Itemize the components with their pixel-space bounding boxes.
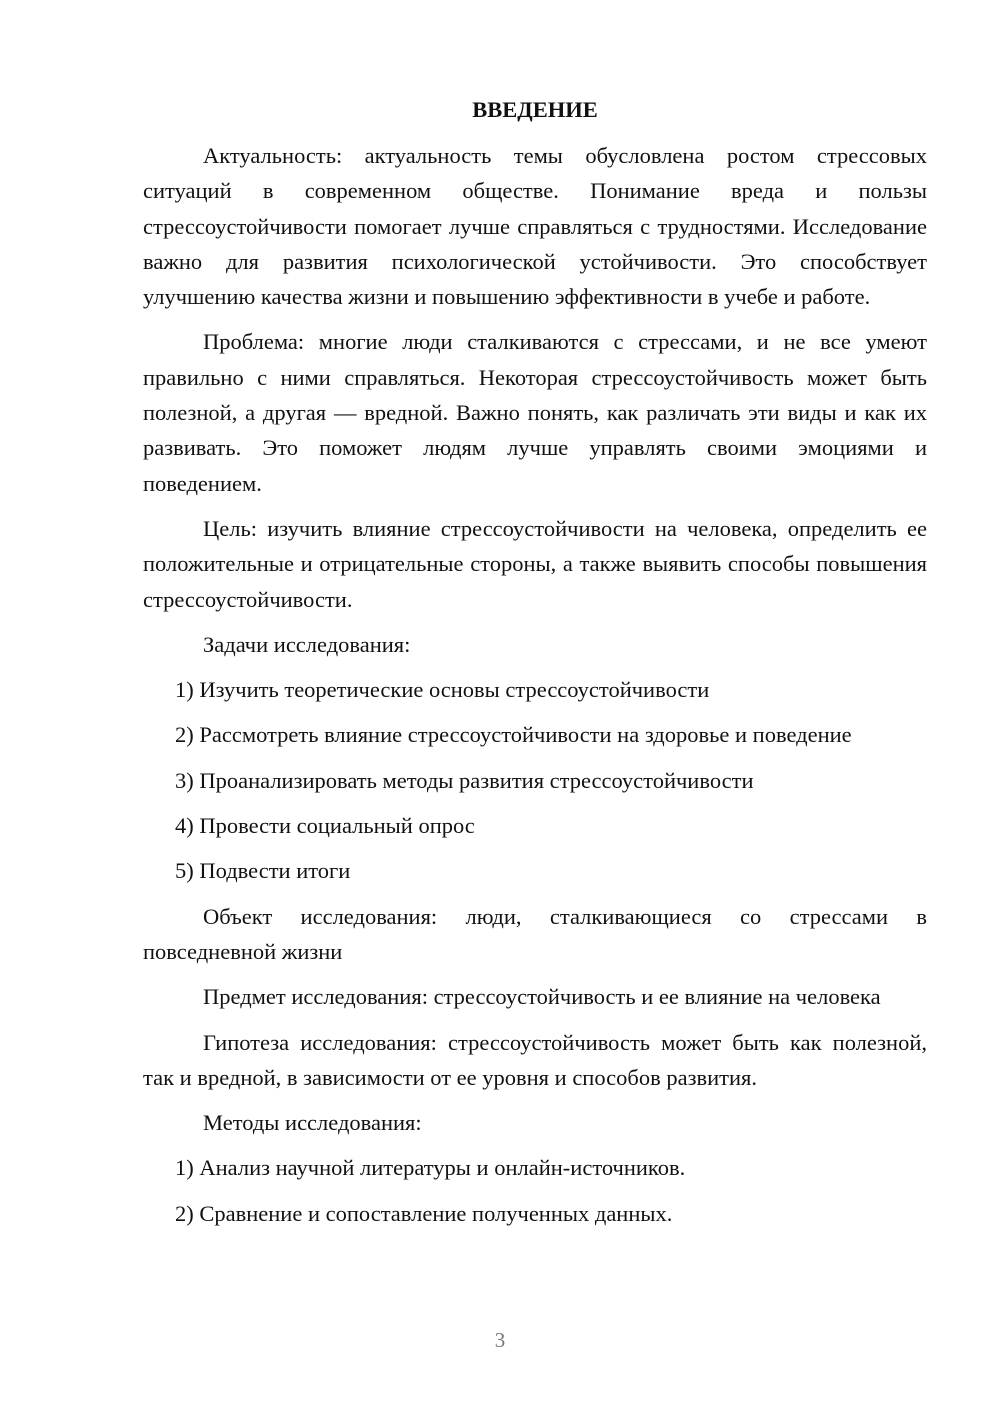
relevance-paragraph: Актуальность: актуальность темы обусловлена ростом стрессовых ситуаций в современном обществе. Понимание вреда и пользы стрессоустойчивости помогает лучше справляться с трудностями. Исследование важно для развития психологической устойчивости. Это способствует улучшению качества жизни и повышению эффективности в учебе и работе. (143, 143, 927, 310)
object-paragraph: Объект исследования: люди, сталкивающиеся со стрессами в повседневной жизни (143, 903, 927, 964)
list-item: 5) Подвести итоги (175, 858, 351, 884)
list-item: 2) Сравнение и сопоставление полученных данных. (175, 1200, 673, 1226)
methods-heading: Методы исследования: (203, 1110, 422, 1136)
list-item: 1) Изучить теоретические основы стрессоустойчивости (175, 677, 710, 703)
hypothesis-paragraph: Гипотеза исследования: стрессоустойчивость может быть как полезной, так и вредной, в зависимости от ее уровня и способов развития. (143, 1029, 927, 1090)
problem-paragraph: Проблема: многие люди сталкиваются с стрессами, и не все умеют правильно с ними справляться. Некоторая стрессоустойчивость может быть полезной, а другая — вредной. Важно понять, как различать эти виды и как их развивать. Это поможет людям лучше управлять своими эмоциями и поведением. (143, 329, 927, 496)
goal-paragraph: Цель: изучить влияние стрессоустойчивости на человека, определить ее положительные и отрицательные стороны, а также выявить способы повышения стрессоустойчивости. (143, 515, 927, 612)
subject-paragraph: Предмет исследования: стрессоустойчивость и ее влияние на человека (203, 984, 881, 1010)
tasks-heading: Задачи исследования: (203, 631, 411, 657)
list-item: 4) Провести социальный опрос (175, 813, 475, 839)
methods-list (143, 1150, 927, 1231)
list-item: 3) Проанализировать методы развития стрессоустойчивости (175, 767, 754, 793)
tasks-list (143, 672, 927, 888)
document-page (143, 92, 927, 1241)
page-number: 3 (494, 1328, 506, 1352)
list-item: 2) Рассмотреть влияние стрессоустойчивости на здоровье и поведение (175, 722, 852, 748)
section-title: ВВЕДЕНИЕ (472, 97, 598, 122)
list-item: 1) Анализ научной литературы и онлайн-источников. (175, 1155, 686, 1181)
